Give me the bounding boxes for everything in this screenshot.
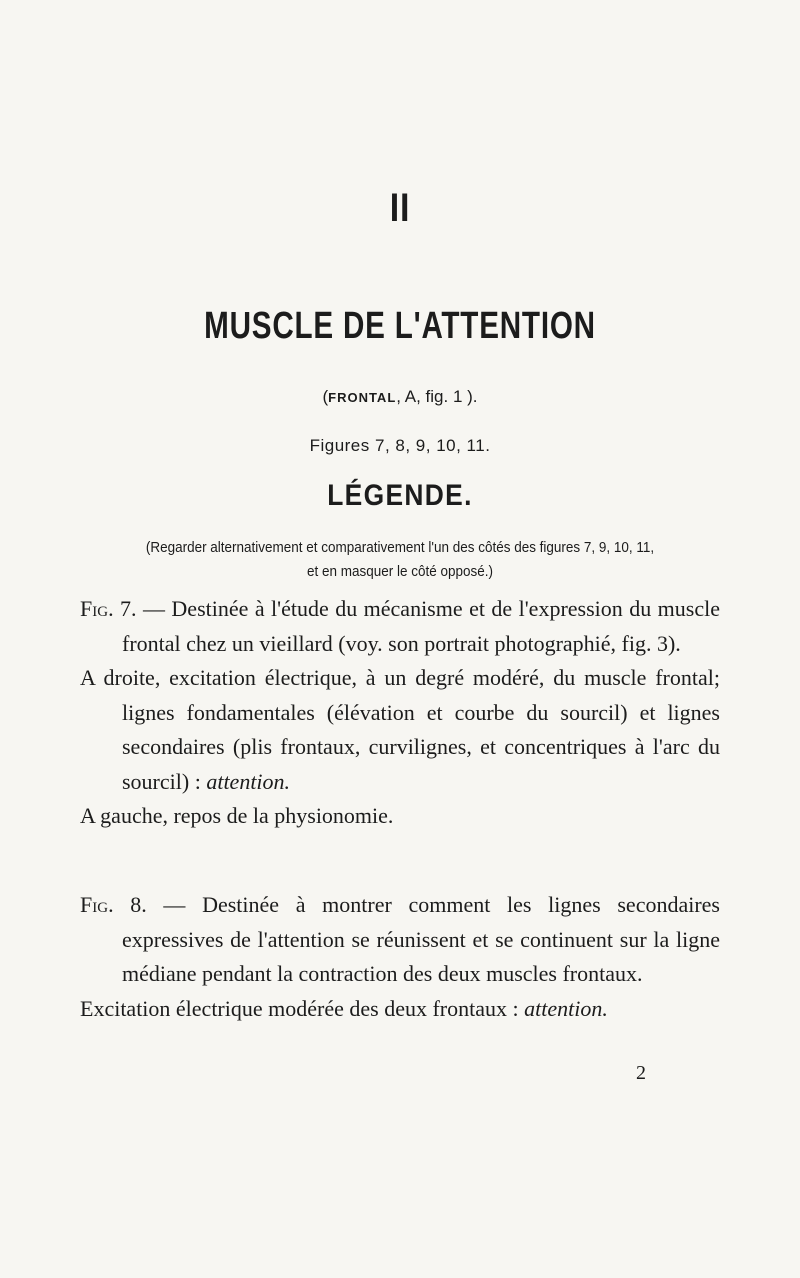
figures-reference: Figures 7, 8, 9, 10, 11.: [309, 436, 491, 455]
legende-note-line-2: et en masquer le côté opposé.): [307, 564, 493, 580]
page-number: 2: [636, 1062, 646, 1084]
legende-title: LÉGENDE.: [327, 479, 473, 512]
fig7-label: Fig. 7.: [80, 596, 137, 621]
chapter-title: MUSCLE DE L'ATTENTION: [204, 305, 596, 347]
fig8-label: Fig. 8.: [80, 892, 147, 917]
fig7-caption: [80, 592, 720, 834]
subtitle-rest: , A, fig. 1 ).: [396, 387, 478, 406]
fig8-para-1: [80, 888, 720, 992]
legende-note-line-1: (Regarder alternativement et comparativement l'un des côtés des figures 7, 9, 10, 11,: [145, 540, 655, 556]
fig8-caption: [80, 888, 720, 1026]
subtitle-muscle: FRONTAL: [328, 390, 397, 405]
legende-note: [56, 536, 744, 584]
fig7-para-1: [80, 592, 720, 661]
fig7-para-2-emphasis: attention.: [206, 768, 291, 794]
chapter-numeral: II: [389, 186, 411, 230]
chapter-subtitle: [0, 387, 800, 407]
fig8-para-2: [80, 992, 720, 1027]
fig8-para-2-text: Excitation électrique modérée des deux frontaux :: [80, 995, 525, 1021]
fig8-para-1-text: — Destinée à montrer comment les lignes secondaires expressives de l'attention se réunissent et se continuent sur la ligne médiane pendant la contraction des deux muscles frontaux.: [122, 892, 720, 986]
fig7-para-2-text: A droite, excitation électrique, à un degré modéré, du muscle frontal; lignes fondamentales (élévation et courbe du sourcil) et lignes secondaires (plis frontaux, curvilignes, et concentriques à l'arc du sourcil) :: [80, 665, 720, 794]
fig8-para-2-emphasis: attention.: [524, 995, 608, 1021]
fig7-para-3: A gauche, repos de la physionomie.: [80, 803, 394, 828]
subtitle-open: (: [322, 387, 329, 406]
fig7-para-1-text: — Destinée à l'étude du mécanisme et de l'expression du muscle frontal chez un vieillard (voy. son portrait photographié, fig. 3).: [122, 596, 720, 656]
fig7-para-2: [80, 661, 720, 799]
